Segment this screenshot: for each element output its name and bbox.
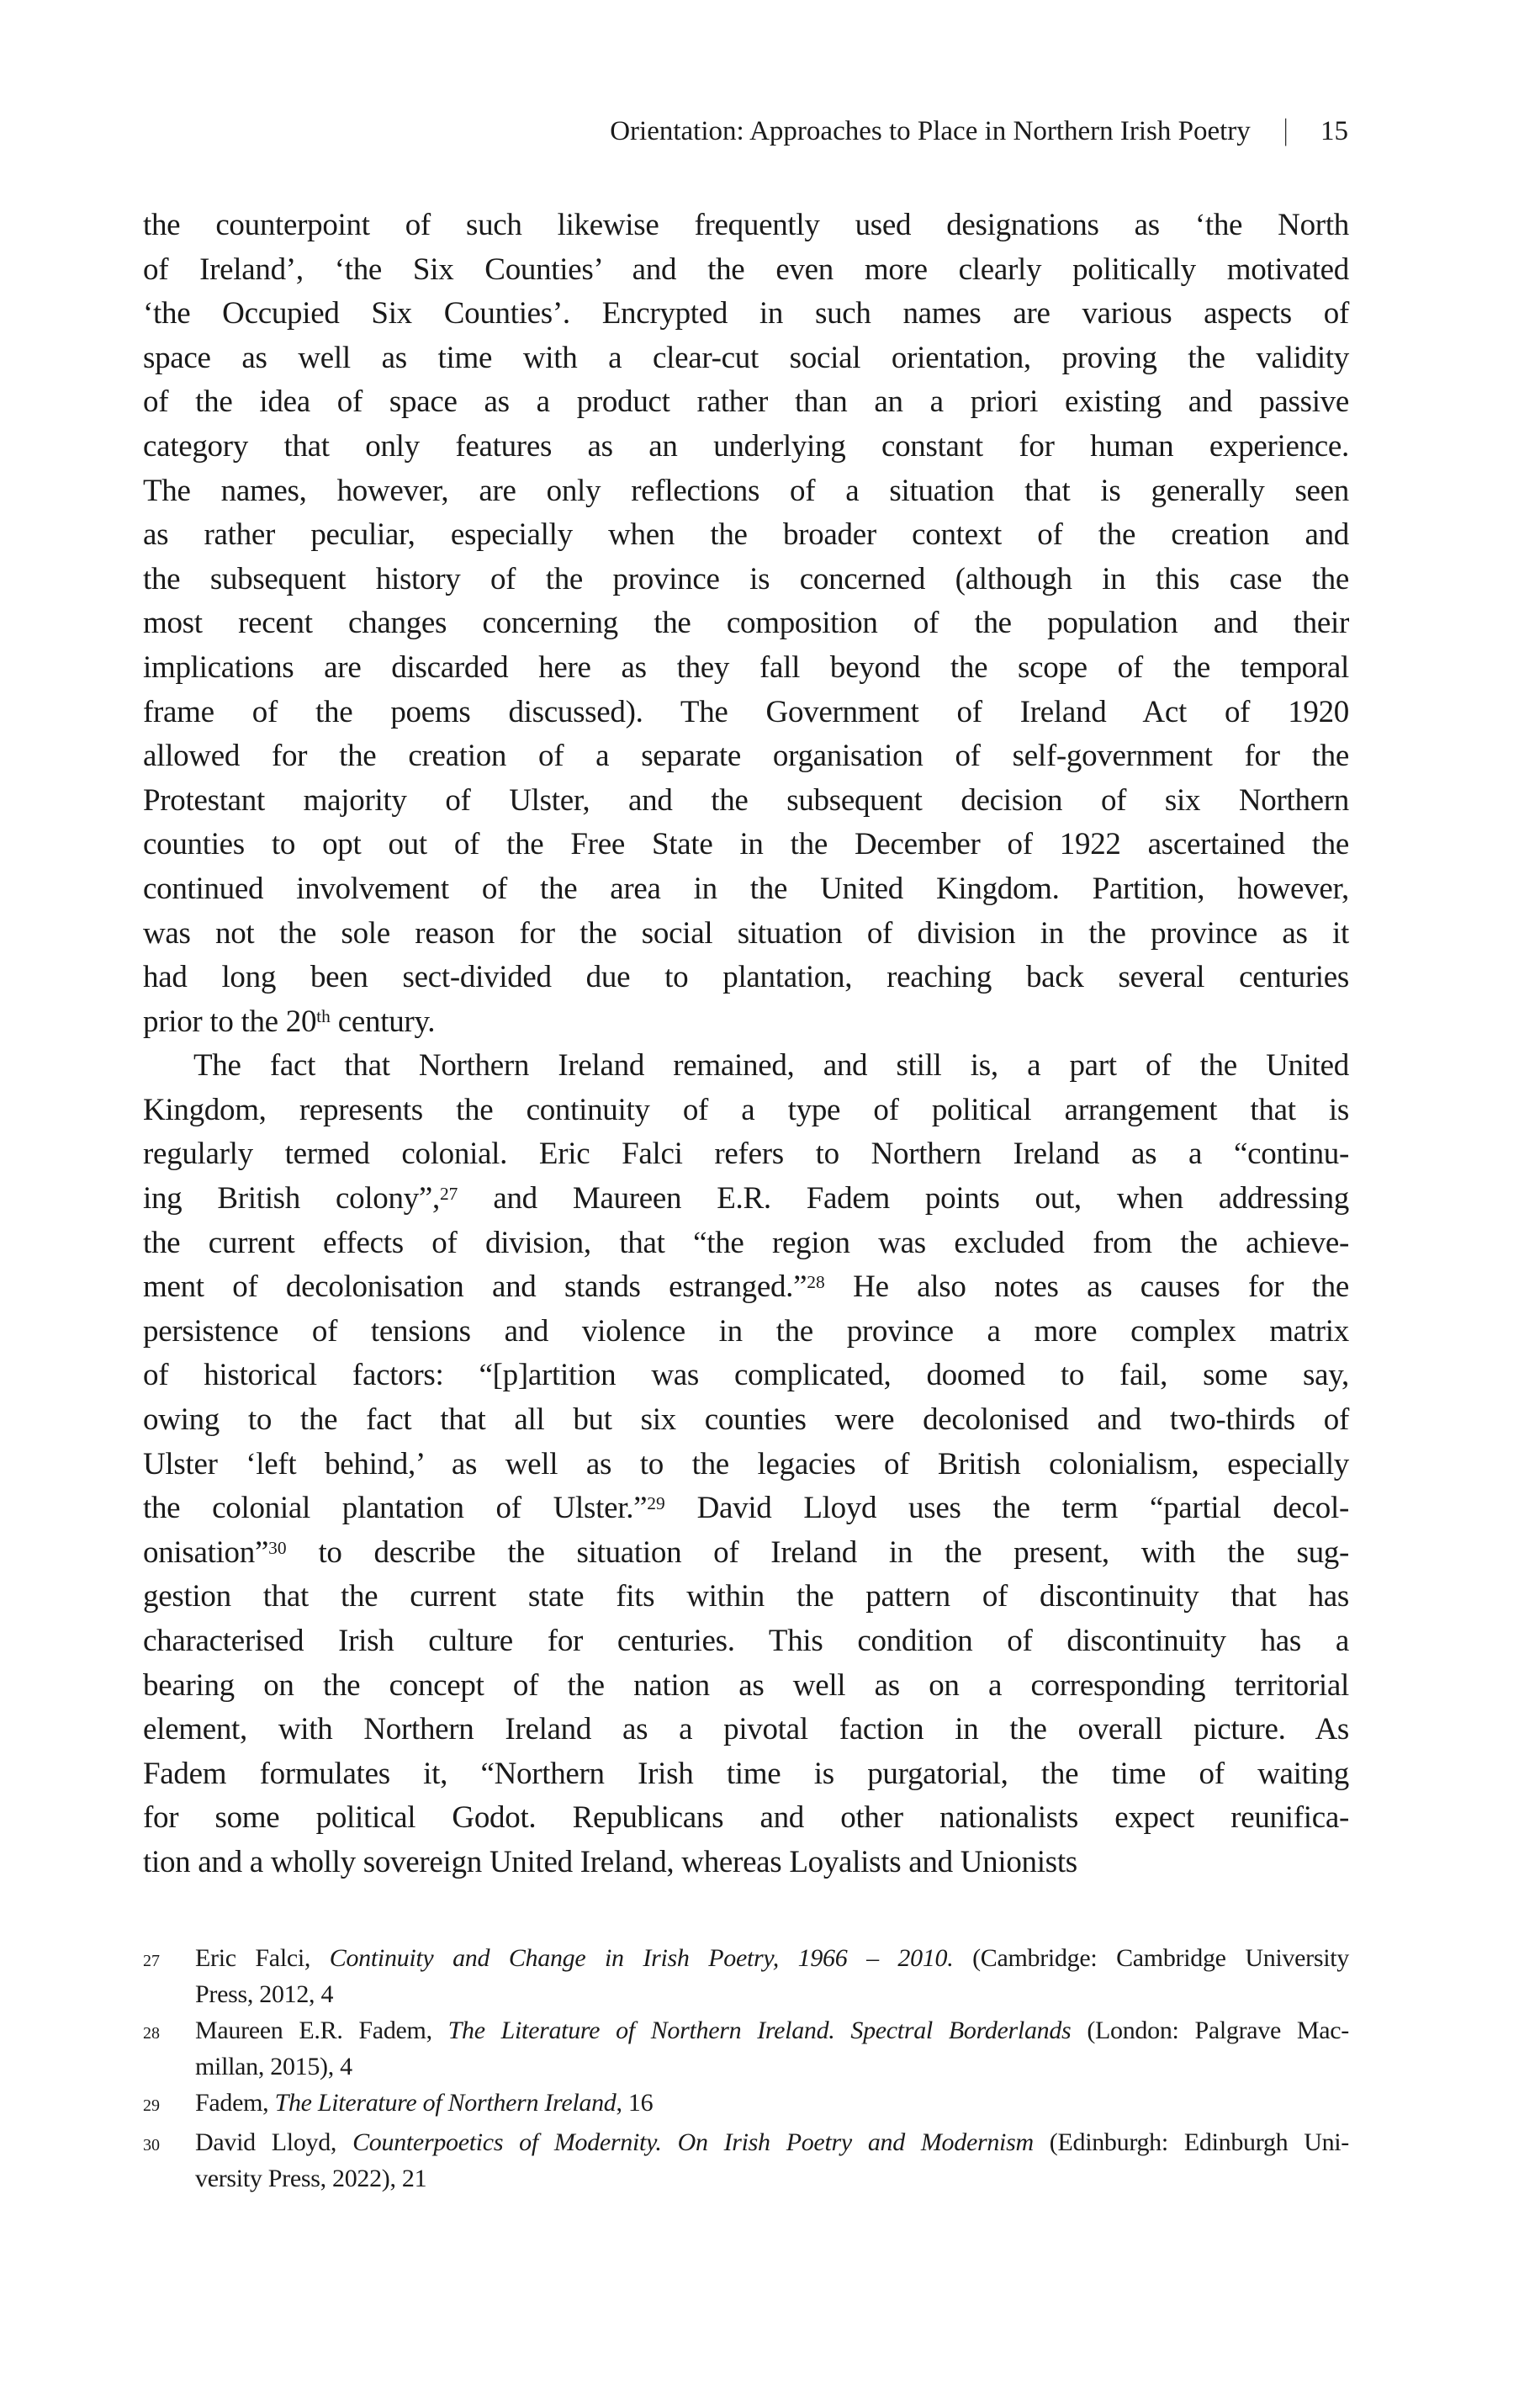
text-run: bearing on the concept of the nation as well as on a corresponding territorial <box>143 1667 1349 1703</box>
text-run: owing to the fact that all but six counties were decolonised and two-thirds of <box>143 1402 1349 1438</box>
text-run: (Cambridge: Cambridge University <box>953 1944 1349 1972</box>
text-run: regularly termed colonial. Eric Falci refers to Northern Ireland as a “continu- <box>143 1137 1349 1172</box>
footnote <box>143 2124 1349 2197</box>
page-number: 15 <box>1320 116 1348 146</box>
superscript-reference: 29 <box>647 1492 665 1513</box>
text-line <box>143 1132 1349 1177</box>
text-run: the counterpoint of such likewise frequently used designations as ‘the North <box>143 208 1349 242</box>
text-run: persistence of tensions and violence in the province a more complex matrix <box>143 1313 1349 1349</box>
text-line <box>143 469 1349 514</box>
body-paragraph <box>143 204 1349 1044</box>
text-line <box>143 1575 1349 1619</box>
text-line <box>143 1398 1349 1443</box>
footnote <box>143 2012 1349 2085</box>
text-run: David Lloyd, <box>195 2128 353 2156</box>
text-line <box>143 1089 1349 1133</box>
footnote-marker: 27 <box>143 1952 160 1970</box>
footnote <box>143 2085 1349 2124</box>
text-run: onisation” <box>143 1534 269 1570</box>
text-run: characterised Irish culture for centuries. This condition of discontinuity has a <box>143 1624 1349 1658</box>
text-run: for some political Godot. Republicans and other nationalists expect reunifica- <box>143 1800 1349 1836</box>
text-line <box>143 691 1349 735</box>
text-line <box>143 1354 1349 1398</box>
text-line <box>143 1841 1349 1885</box>
text-run: had long been sect-divided due to plantation, reaching back several centuries <box>143 960 1349 995</box>
text-line <box>143 823 1349 867</box>
superscript-reference: 28 <box>807 1271 825 1292</box>
text-run: category that only features as an underlying constant for human experience. <box>143 428 1349 464</box>
text-run: of historical factors: “[p]artition was complicated, doomed to fail, some say, <box>143 1358 1349 1393</box>
superscript-reference: 30 <box>268 1537 287 1558</box>
text-line <box>143 1752 1349 1797</box>
text-line <box>143 1000 1349 1045</box>
text-run: century. <box>330 1004 436 1039</box>
footnote-line <box>195 2160 1349 2197</box>
text-line <box>143 1531 1349 1576</box>
header-separator-bar: | <box>1283 113 1288 146</box>
text-run: millan, 2015), 4 <box>195 2053 352 2080</box>
text-run: space as well as time with a clear-cut social orientation, proving the validity <box>143 340 1349 375</box>
footnote-text <box>195 2124 1349 2197</box>
text-line <box>143 1708 1349 1752</box>
text-run: counties to opt out of the Free State in the December of 1922 ascertained the <box>143 827 1349 862</box>
text-run: the current effects of division, that “the region was excluded from the achieve- <box>143 1225 1349 1260</box>
text-line <box>143 1310 1349 1354</box>
text-run: allowed for the creation of a separate organisation of self-government for the <box>143 739 1349 774</box>
text-run: ment of decolonisation and stands estranged.” <box>143 1269 807 1305</box>
text-run: prior to the 20 <box>143 1004 317 1039</box>
footnote-marker: 30 <box>143 2136 160 2154</box>
text-run: of the idea of space as a product rather than an a priori existing and passive <box>143 384 1349 420</box>
text-run: Fadem formulates it, “Northern Irish time is purgatorial, the time of waiting <box>143 1756 1349 1791</box>
text-line <box>143 425 1349 469</box>
footnote-line <box>195 2048 1349 2085</box>
text-run: tion and a wholly sovereign United Ireland, whereas Loyalists and Unionists <box>143 1844 1077 1879</box>
text-run: Ulster ‘left behind,’ as well as to the legacies of British colonialism, especially <box>143 1446 1349 1481</box>
footnote-line <box>195 2124 1349 2160</box>
footnote-line <box>195 1976 1349 2012</box>
text-run: implications are discarded here as they fall beyond the scope of the temporal <box>143 649 1349 685</box>
text-line <box>143 1222 1349 1266</box>
text-run: (Edinburgh: Edinburgh Uni- <box>1033 2128 1349 2156</box>
text-run: the subsequent history of the province is concerned (although in this case the <box>143 561 1349 596</box>
footnote-line <box>195 2085 1349 2121</box>
footnote <box>143 1940 1349 2012</box>
italic-title-run: Continuity and Change in Irish Poetry, 1966 – 2010. <box>329 1944 954 1972</box>
footnote-line <box>195 2012 1349 2048</box>
running-header <box>610 113 1348 148</box>
text-line <box>143 1443 1349 1487</box>
text-line <box>143 956 1349 1000</box>
text-run: David Lloyd uses the term “partial decol- <box>664 1491 1349 1526</box>
text-run: ‘the Occupied Six Counties’. Encrypted in such names are various aspects of <box>143 296 1349 331</box>
body-text <box>143 204 1349 1885</box>
text-run: element, with Northern Ireland as a pivotal faction in the overall picture. As <box>143 1712 1349 1747</box>
text-line <box>143 292 1349 337</box>
text-line <box>143 513 1349 558</box>
text-run: Eric Falci, <box>195 1944 330 1972</box>
text-run: ing British colony”, <box>143 1181 440 1216</box>
text-line <box>143 867 1349 912</box>
text-run: , 16 <box>616 2089 654 2117</box>
text-line <box>143 380 1349 425</box>
text-line <box>143 779 1349 824</box>
text-line <box>143 337 1349 381</box>
text-line <box>143 558 1349 602</box>
text-run: Protestant majority of Ulster, and the subsequent decision of six Northern <box>143 782 1349 818</box>
footnotes-section <box>143 1940 1349 2197</box>
text-line <box>143 646 1349 691</box>
footnote-line <box>195 1940 1349 1976</box>
text-line <box>143 1265 1349 1310</box>
superscript-reference: 27 <box>439 1183 458 1204</box>
text-line <box>143 1044 1349 1089</box>
text-line <box>143 734 1349 779</box>
italic-title-run: Counterpoetics of Modernity. On Irish Poetry and Modernism <box>352 2128 1034 2156</box>
text-run: (London: Palgrave Mac- <box>1071 2017 1349 2044</box>
text-run: to describe the situation of Ireland in the present, with the sug- <box>286 1534 1349 1570</box>
text-line <box>143 204 1349 248</box>
footnote-text <box>195 2085 1349 2121</box>
text-run: as rather peculiar, especially when the broader context of the creation and <box>143 517 1349 553</box>
text-run: Kingdom, represents the continuity of a type of political arrangement that is <box>143 1092 1349 1127</box>
text-run: the colonial plantation of Ulster.” <box>143 1491 648 1526</box>
superscript-reference: th <box>316 1006 331 1027</box>
text-run: The fact that Northern Ireland remained, and still is, a part of the United <box>193 1048 1349 1084</box>
text-run: of Ireland’, ‘the Six Counties’ and the even more clearly politically motivated <box>143 252 1349 287</box>
footnote-text <box>195 2012 1349 2085</box>
text-line <box>143 248 1349 293</box>
text-run: gestion that the current state fits within the pattern of discontinuity that has <box>143 1579 1349 1614</box>
text-run: and Maureen E.R. Fadem points out, when addressing <box>458 1181 1349 1216</box>
text-line <box>143 1487 1349 1531</box>
text-run: versity Press, 2022), 21 <box>195 2165 427 2192</box>
italic-title-run: The Literature of Northern Ireland. Spectral Borderlands <box>447 2017 1072 2044</box>
text-line <box>143 1664 1349 1709</box>
text-line <box>143 602 1349 646</box>
text-run: He also notes as causes for the <box>824 1269 1349 1305</box>
text-line <box>143 1619 1349 1664</box>
text-run: frame of the poems discussed). The Government of Ireland Act of 1920 <box>143 694 1349 729</box>
italic-title-run: The Literature of Northern Ireland <box>274 2089 617 2117</box>
footnote-text <box>195 1940 1349 2012</box>
text-run: was not the sole reason for the social situation of division in the province as it <box>143 915 1349 951</box>
running-header-title: Orientation: Approaches to Place in Northern Irish Poetry <box>610 116 1251 146</box>
footnote-marker: 29 <box>143 2096 160 2115</box>
text-run: most recent changes concerning the composition of the population and their <box>143 606 1349 641</box>
text-run: continued involvement of the area in the United Kingdom. Partition, however, <box>143 871 1349 906</box>
text-run: Press, 2012, 4 <box>195 1980 334 2008</box>
text-run: The names, however, are only reflections of a situation that is generally seen <box>143 473 1349 508</box>
text-line <box>143 912 1349 957</box>
body-paragraph <box>143 1044 1349 1884</box>
text-run: Maureen E.R. Fadem, <box>195 2017 448 2044</box>
text-run: Fadem, <box>195 2089 275 2117</box>
text-line <box>143 1177 1349 1222</box>
footnote-marker: 28 <box>143 2024 160 2043</box>
text-line <box>143 1796 1349 1841</box>
